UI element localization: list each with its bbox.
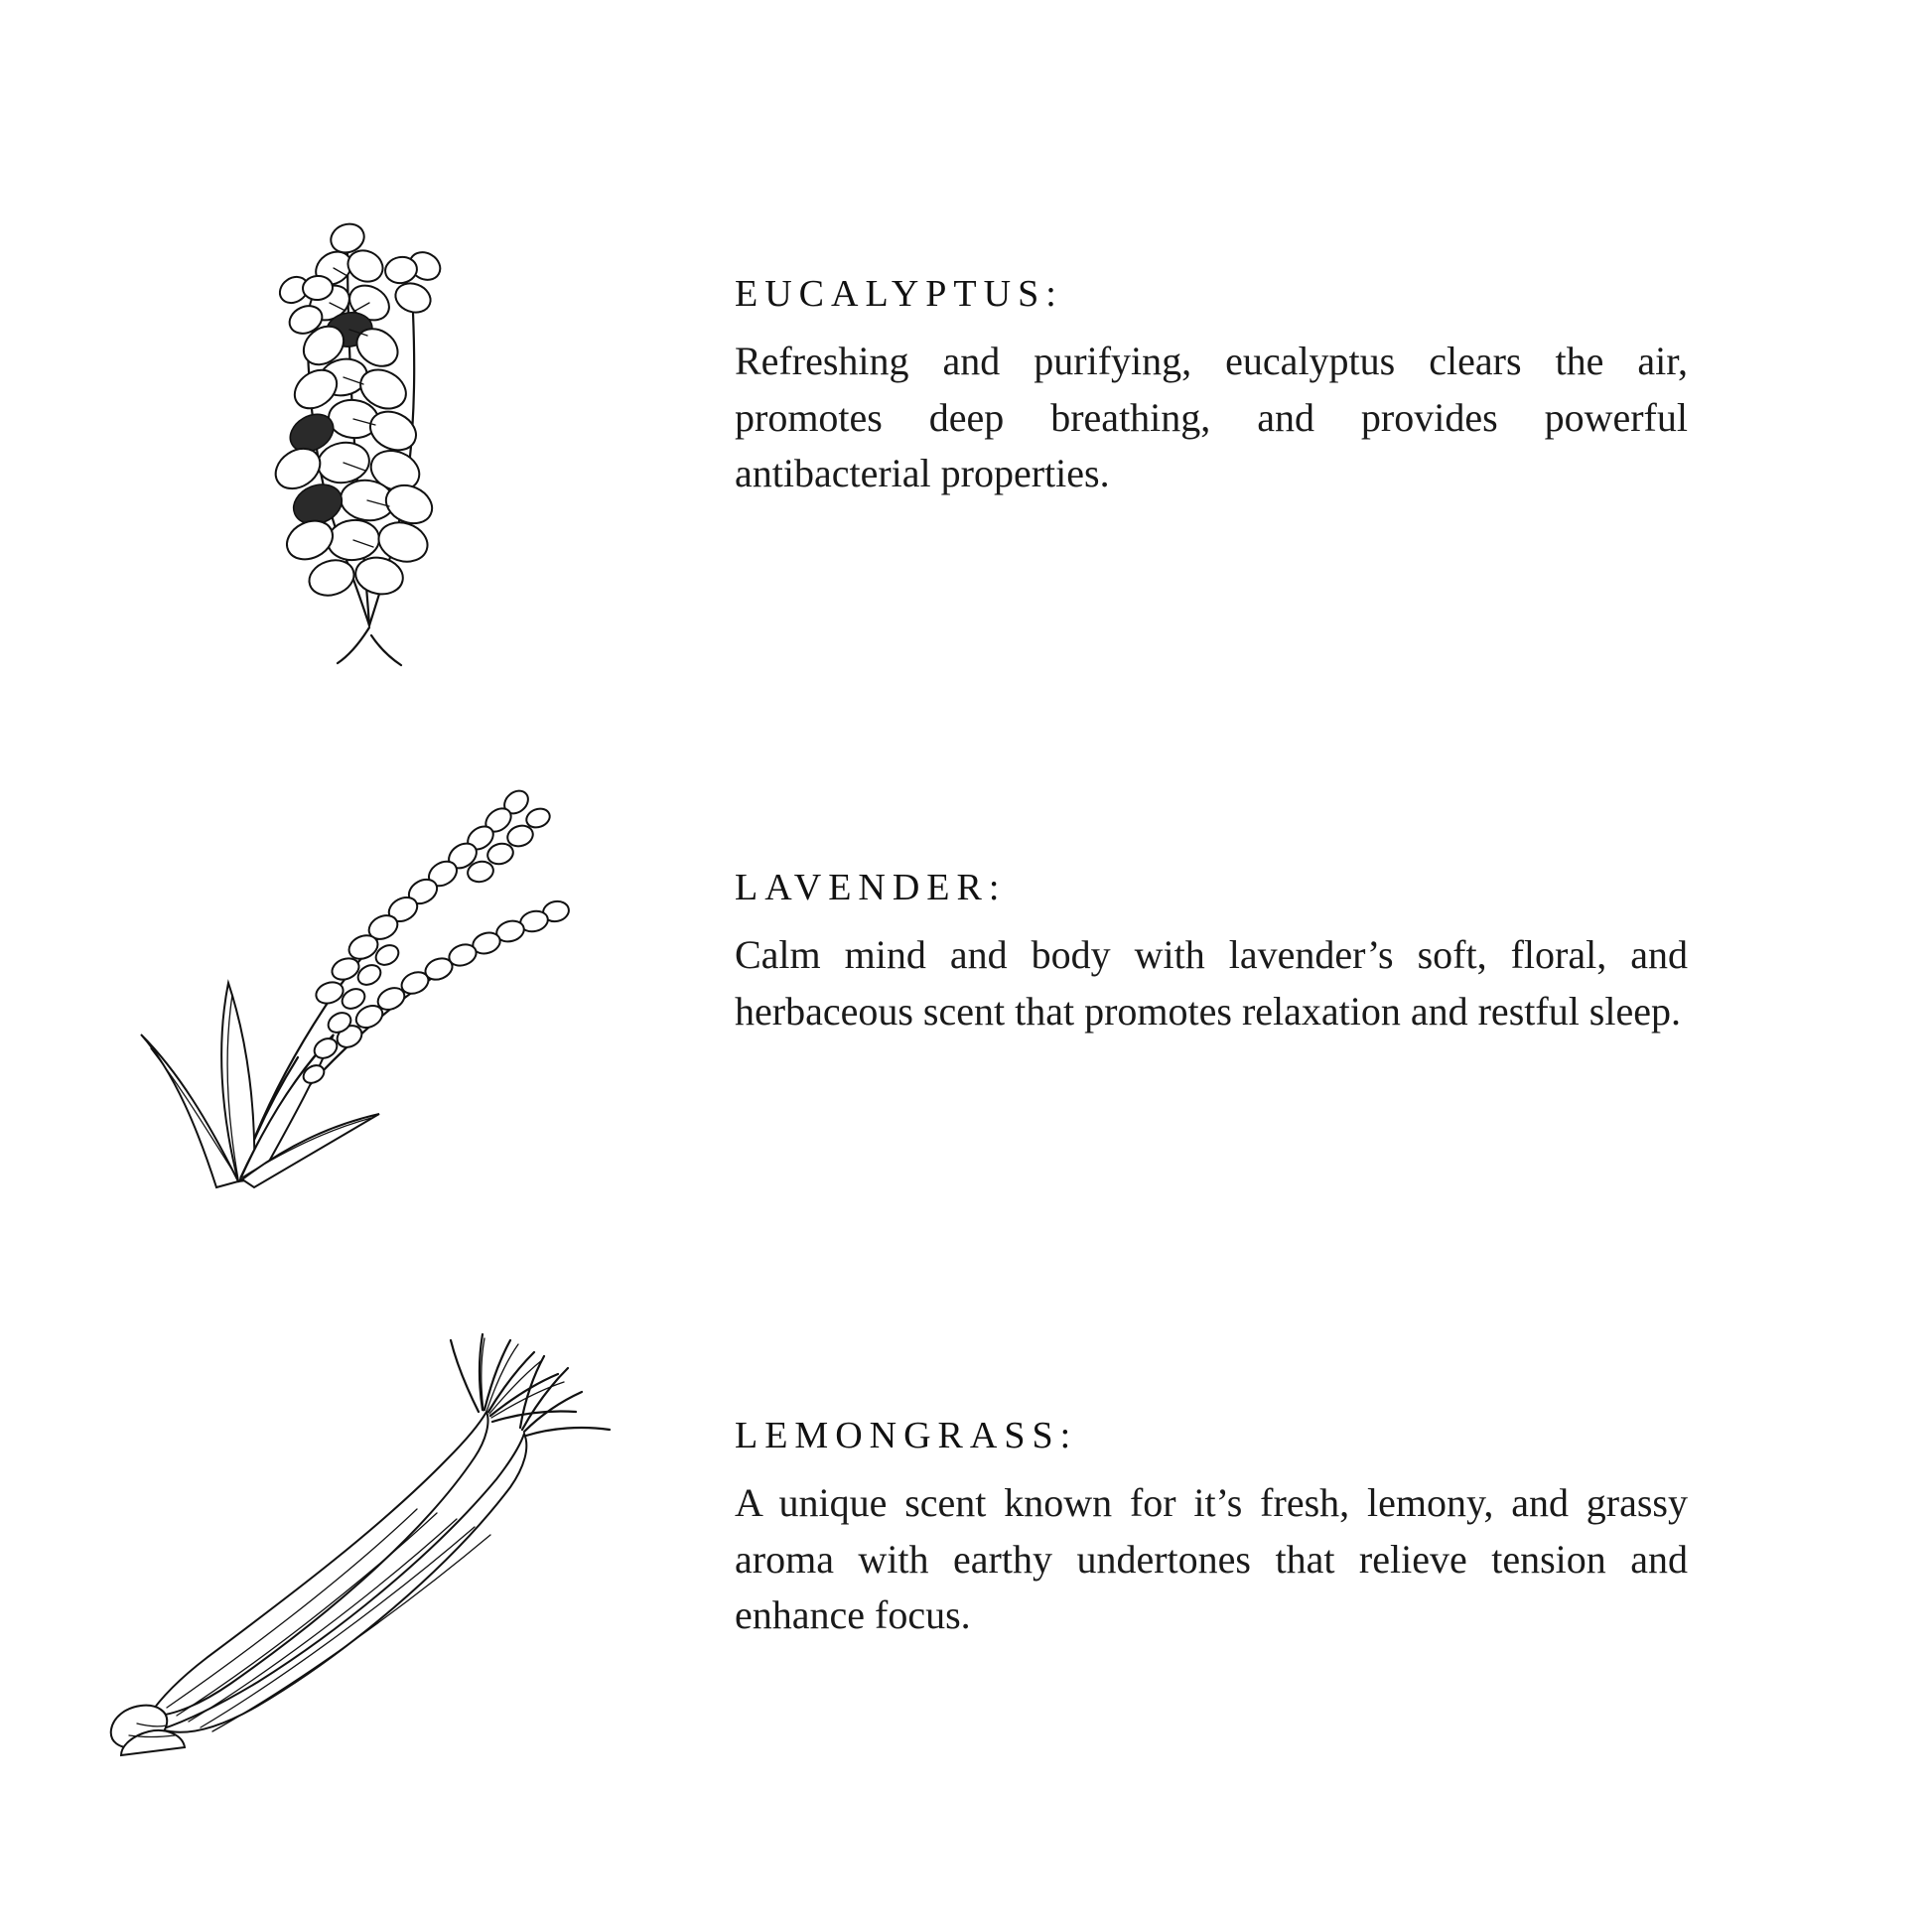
section-eucalyptus — [0, 119, 1932, 655]
lemongrass-description: A unique scent known for it’s fresh, lemony, and grassy aroma with earthy undertones that relieve tension and enhance focus. — [735, 1479, 1688, 1638]
lemongrass-stalks-icon — [89, 1301, 645, 1757]
lavender-title: LAVENDER: — [735, 867, 1007, 909]
lavender-text-column — [735, 866, 1932, 1040]
eucalyptus-illustration-container — [0, 99, 735, 675]
eucalyptus-description: Refreshing and purifying, eucalyptus clears the air, promotes deep breathing, and provides powerful antibacterial properties. — [735, 338, 1688, 496]
eucalyptus-title: EUCALYPTUS: — [735, 272, 1063, 315]
lemongrass-blades — [451, 1334, 610, 1436]
lemongrass-text-column — [735, 1414, 1932, 1644]
section-lemongrass — [0, 1261, 1932, 1797]
section-lavender — [0, 685, 1932, 1221]
eucalyptus-leaves — [268, 219, 445, 601]
lemongrass-title: LEMONGRASS: — [735, 1414, 1078, 1456]
lavender-description: Calm mind and body with lavender’s soft, floral, and herbaceous scent that promotes relaxation and restful sleep. — [735, 932, 1688, 1034]
lavender-sprig-icon — [89, 685, 645, 1221]
lavender-buds — [300, 786, 570, 1086]
lavender-illustration-container — [0, 685, 735, 1221]
lemongrass-illustration-container — [0, 1301, 735, 1757]
eucalyptus-text-column — [735, 272, 1932, 502]
eucalyptus-sprig-icon — [159, 99, 576, 675]
